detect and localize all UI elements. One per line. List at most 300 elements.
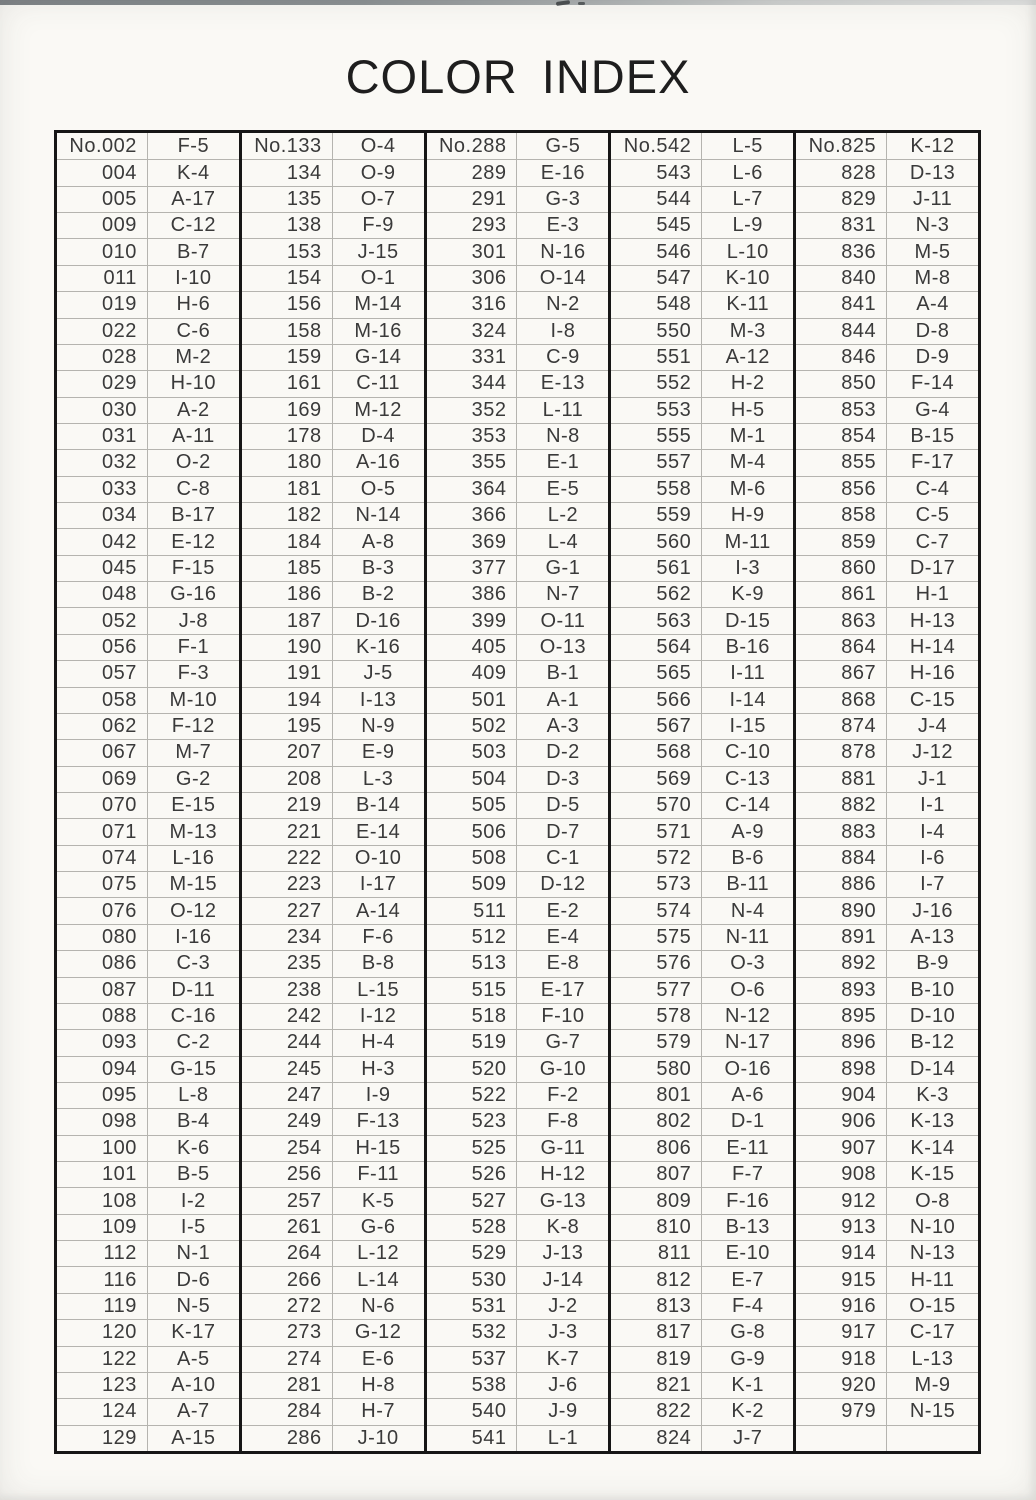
color-number-cell: 366: [427, 502, 518, 528]
color-code-cell: O-2: [148, 449, 239, 475]
color-code-cell: D-4: [333, 423, 424, 449]
color-code-cell: I-7: [887, 871, 978, 897]
color-number-cell: 895: [796, 1003, 887, 1029]
color-number-cell: 185: [242, 555, 333, 581]
color-number-cell: 898: [796, 1056, 887, 1082]
color-code-cell: K-4: [148, 159, 239, 185]
color-code-cell: D-9: [887, 344, 978, 370]
color-code-cell: L-7: [702, 186, 793, 212]
color-code-cell: J-5: [333, 660, 424, 686]
color-number-cell: 274: [242, 1346, 333, 1372]
color-number-cell: 541: [427, 1425, 518, 1451]
color-number-cell: 058: [57, 687, 148, 713]
color-code-cell: G-3: [517, 186, 608, 212]
color-number-cell: 557: [611, 449, 702, 475]
color-code-cell: D-15: [702, 607, 793, 633]
color-code-cell: N-5: [148, 1293, 239, 1319]
color-code-cell: E-7: [702, 1266, 793, 1292]
color-number-cell: 057: [57, 660, 148, 686]
color-code-cell: O-1: [333, 265, 424, 291]
color-number-cell: 568: [611, 739, 702, 765]
color-number-cell: 574: [611, 897, 702, 923]
color-code-cell: J-8: [148, 607, 239, 633]
color-number-cell: 571: [611, 818, 702, 844]
color-code-cell: F-16: [702, 1187, 793, 1213]
color-number-cell: 187: [242, 607, 333, 633]
color-number-cell: 254: [242, 1135, 333, 1161]
color-number-cell: 048: [57, 581, 148, 607]
color-number-cell: 331: [427, 344, 518, 370]
color-number-cell: 529: [427, 1240, 518, 1266]
color-number-cell: 028: [57, 344, 148, 370]
color-code-cell: F-8: [517, 1108, 608, 1134]
color-number-cell: 896: [796, 1029, 887, 1055]
color-code-cell: J-10: [333, 1425, 424, 1451]
color-number-cell: 566: [611, 687, 702, 713]
color-number-cell: 031: [57, 423, 148, 449]
color-number-cell: 161: [242, 370, 333, 396]
color-code-cell: J-2: [517, 1293, 608, 1319]
color-number-cell: 289: [427, 159, 518, 185]
color-code-cell: L-2: [517, 502, 608, 528]
color-number-cell: 525: [427, 1135, 518, 1161]
color-code-cell: G-14: [333, 344, 424, 370]
color-number-cell: 124: [57, 1398, 148, 1424]
color-code-cell: E-6: [333, 1346, 424, 1372]
color-number-cell: 235: [242, 950, 333, 976]
color-number-cell: 520: [427, 1056, 518, 1082]
color-number-cell: 154: [242, 265, 333, 291]
color-number-cell: 920: [796, 1372, 887, 1398]
color-code-cell: N-4: [702, 897, 793, 923]
color-code-cell: J-6: [517, 1372, 608, 1398]
color-code-cell: N-13: [887, 1240, 978, 1266]
color-number-cell: [796, 1425, 887, 1451]
color-number-cell: 158: [242, 318, 333, 344]
color-number-cell: 807: [611, 1161, 702, 1187]
color-code-cell: C-16: [148, 1003, 239, 1029]
color-code-cell: D-5: [517, 792, 608, 818]
color-code-cell: C-7: [887, 528, 978, 554]
color-number-cell: 515: [427, 977, 518, 1003]
color-number-cell: 009: [57, 212, 148, 238]
color-code-cell: G-6: [333, 1214, 424, 1240]
color-number-cell: 863: [796, 607, 887, 633]
color-code-cell: N-3: [887, 212, 978, 238]
color-number-cell: 223: [242, 871, 333, 897]
color-code-cell: L-16: [148, 845, 239, 871]
color-code-cell: H-15: [333, 1135, 424, 1161]
color-code-cell: I-9: [333, 1082, 424, 1108]
color-number-cell: 913: [796, 1214, 887, 1240]
color-number-cell: 022: [57, 318, 148, 344]
color-code-cell: K-7: [517, 1346, 608, 1372]
color-number-cell: 093: [57, 1029, 148, 1055]
color-code-cell: N-17: [702, 1029, 793, 1055]
color-code-cell: K-2: [702, 1398, 793, 1424]
color-code-cell: C-14: [702, 792, 793, 818]
color-number-cell: 257: [242, 1187, 333, 1213]
color-code-cell: H-7: [333, 1398, 424, 1424]
color-number-cell: 242: [242, 1003, 333, 1029]
color-code-cell: L-13: [887, 1346, 978, 1372]
color-number-cell: 579: [611, 1029, 702, 1055]
color-code-cell: M-16: [333, 318, 424, 344]
color-number-cell: 169: [242, 397, 333, 423]
color-code-cell: L-11: [517, 397, 608, 423]
color-number-cell: 540: [427, 1398, 518, 1424]
color-number-cell: 881: [796, 766, 887, 792]
color-code-cell: A-1: [517, 687, 608, 713]
table-group-2: [239, 133, 424, 1451]
color-code-cell: J-15: [333, 238, 424, 264]
color-number-cell: 095: [57, 1082, 148, 1108]
color-code-cell: L-9: [702, 212, 793, 238]
color-code-cell: C-5: [887, 502, 978, 528]
color-code-cell: I-4: [887, 818, 978, 844]
color-code-cell: G-8: [702, 1319, 793, 1345]
color-number-cell: 555: [611, 423, 702, 449]
color-number-cell: No.825: [796, 133, 887, 159]
color-code-cell: D-16: [333, 607, 424, 633]
color-code-cell: B-2: [333, 581, 424, 607]
color-number-cell: 853: [796, 397, 887, 423]
color-number-cell: 116: [57, 1266, 148, 1292]
color-code-cell: B-10: [887, 977, 978, 1003]
color-number-cell: 301: [427, 238, 518, 264]
color-number-cell: 559: [611, 502, 702, 528]
color-code-cell: J-1: [887, 766, 978, 792]
color-number-cell: 856: [796, 476, 887, 502]
color-number-cell: 219: [242, 792, 333, 818]
color-code-cell: B-12: [887, 1029, 978, 1055]
color-code-cell: L-10: [702, 238, 793, 264]
color-code-cell: L-12: [333, 1240, 424, 1266]
color-number-cell: 822: [611, 1398, 702, 1424]
color-number-cell: 576: [611, 950, 702, 976]
color-code-cell: E-14: [333, 818, 424, 844]
color-code-cell: H-12: [517, 1161, 608, 1187]
color-code-cell: D-13: [887, 159, 978, 185]
color-number-cell: 369: [427, 528, 518, 554]
table-group-4: [608, 133, 793, 1451]
color-number-cell: 071: [57, 818, 148, 844]
color-number-cell: 409: [427, 660, 518, 686]
color-code-cell: F-14: [887, 370, 978, 396]
color-code-cell: I-10: [148, 265, 239, 291]
color-number-cell: 811: [611, 1240, 702, 1266]
color-code-cell: E-1: [517, 449, 608, 475]
color-number-cell: 011: [57, 265, 148, 291]
color-number-cell: 194: [242, 687, 333, 713]
scan-artifact: [578, 2, 585, 5]
color-number-cell: 840: [796, 265, 887, 291]
color-code-cell: B-15: [887, 423, 978, 449]
color-number-cell: 578: [611, 1003, 702, 1029]
color-number-cell: 523: [427, 1108, 518, 1134]
color-code-cell: G-16: [148, 581, 239, 607]
color-code-cell: F-6: [333, 924, 424, 950]
color-number-cell: 558: [611, 476, 702, 502]
color-number-cell: 080: [57, 924, 148, 950]
color-number-cell: 181: [242, 476, 333, 502]
color-code-cell: K-12: [910, 134, 955, 157]
color-number-cell: 860: [796, 555, 887, 581]
color-number-cell: 882: [796, 792, 887, 818]
color-number-cell: 854: [796, 423, 887, 449]
color-code-cell: O-15: [887, 1293, 978, 1319]
color-number-cell: 256: [242, 1161, 333, 1187]
color-code-cell: O-13: [517, 634, 608, 660]
color-code-cell: L-4: [517, 528, 608, 554]
color-number-cell: 377: [427, 555, 518, 581]
color-code-cell: E-11: [702, 1135, 793, 1161]
color-number-cell: 501: [427, 687, 518, 713]
color-code-cell: C-6: [148, 318, 239, 344]
color-code-cell: N-8: [517, 423, 608, 449]
color-code-cell: A-17: [148, 186, 239, 212]
color-number-cell: No.288: [427, 133, 518, 159]
color-code-cell: I-5: [148, 1214, 239, 1240]
color-number-cell: 809: [611, 1187, 702, 1213]
color-code-cell: B-13: [702, 1214, 793, 1240]
color-number-cell: 552: [611, 370, 702, 396]
color-number-cell: 867: [796, 660, 887, 686]
color-number-cell: 156: [242, 291, 333, 317]
color-code-cell: I-2: [148, 1187, 239, 1213]
color-number-cell: 886: [796, 871, 887, 897]
color-code-cell: M-10: [148, 687, 239, 713]
color-number-cell: 892: [796, 950, 887, 976]
color-code-cell: A-16: [333, 449, 424, 475]
color-number-cell: 159: [242, 344, 333, 370]
color-code-cell: C-1: [517, 845, 608, 871]
color-number-cell: 291: [427, 186, 518, 212]
color-number-cell: 859: [796, 528, 887, 554]
color-code-cell: H-9: [702, 502, 793, 528]
color-number-cell: 906: [796, 1108, 887, 1134]
color-code-cell: G-11: [517, 1135, 608, 1161]
color-number-cell: 184: [242, 528, 333, 554]
color-number-cell: 855: [796, 449, 887, 475]
color-number-cell: 180: [242, 449, 333, 475]
color-number-cell: 570: [611, 792, 702, 818]
color-number-cell: 531: [427, 1293, 518, 1319]
color-number-cell: 306: [427, 265, 518, 291]
color-number-cell: 221: [242, 818, 333, 844]
color-code-cell: N-16: [517, 238, 608, 264]
color-number-cell: 033: [57, 476, 148, 502]
color-number-cell: 186: [242, 581, 333, 607]
color-code-cell: G-4: [887, 397, 978, 423]
color-number-cell: 874: [796, 713, 887, 739]
color-code-cell: K-17: [148, 1319, 239, 1345]
color-number-cell: 538: [427, 1372, 518, 1398]
color-number-cell: 509: [427, 871, 518, 897]
color-number-cell: 261: [242, 1214, 333, 1240]
color-number-cell: 812: [611, 1266, 702, 1292]
page-title: COLOR INDEX: [345, 50, 691, 103]
color-number-cell: 890: [796, 897, 887, 923]
color-code-cell: D-1: [702, 1108, 793, 1134]
color-code-cell: G-9: [702, 1346, 793, 1372]
color-code-cell: E-15: [148, 792, 239, 818]
color-code-cell: D-2: [517, 739, 608, 765]
color-code-cell: J-14: [517, 1266, 608, 1292]
color-code-cell: A-14: [333, 897, 424, 923]
color-number-cell: 247: [242, 1082, 333, 1108]
color-code-cell: J-3: [517, 1319, 608, 1345]
color-number-cell: 580: [611, 1056, 702, 1082]
color-number-cell: 819: [611, 1346, 702, 1372]
color-number-cell: 864: [796, 634, 887, 660]
color-code-cell: K-16: [333, 634, 424, 660]
color-code-cell: G-13: [517, 1187, 608, 1213]
color-code-cell: E-8: [517, 950, 608, 976]
color-number-cell: 094: [57, 1056, 148, 1082]
color-code-cell: I-11: [702, 660, 793, 686]
color-code-cell: B-3: [333, 555, 424, 581]
color-number-cell: 504: [427, 766, 518, 792]
color-code-cell: G-7: [517, 1029, 608, 1055]
color-code-cell: A-4: [887, 291, 978, 317]
color-number-cell: 891: [796, 924, 887, 950]
color-code-cell: K-13: [887, 1108, 978, 1134]
color-number-cell: 573: [611, 871, 702, 897]
color-code-cell: O-11: [517, 607, 608, 633]
color-number-cell: 238: [242, 977, 333, 1003]
color-number-cell: 245: [242, 1056, 333, 1082]
color-number-cell: 249: [242, 1108, 333, 1134]
color-code-cell: H-4: [333, 1029, 424, 1055]
color-code-cell: I-1: [887, 792, 978, 818]
color-code-cell: E-3: [517, 212, 608, 238]
color-code-cell: O-8: [887, 1187, 978, 1213]
color-number-cell: 979: [796, 1398, 887, 1424]
color-code-cell: I-12: [333, 1003, 424, 1029]
color-code-cell: J-7: [702, 1425, 793, 1451]
color-number-cell: 560: [611, 528, 702, 554]
color-code-cell: H-14: [887, 634, 978, 660]
color-number-cell: 844: [796, 318, 887, 344]
color-number-cell: 801: [611, 1082, 702, 1108]
color-code-cell: A-15: [148, 1425, 239, 1451]
color-number-cell: 824: [611, 1425, 702, 1451]
color-number-cell: 284: [242, 1398, 333, 1424]
color-code-cell: K-8: [517, 1214, 608, 1240]
color-code-cell: L-1: [517, 1425, 608, 1451]
color-number-cell: 861: [796, 581, 887, 607]
color-number-cell: 850: [796, 370, 887, 396]
color-code-cell: D-12: [517, 871, 608, 897]
color-number-cell: 344: [427, 370, 518, 396]
color-number-cell: 129: [57, 1425, 148, 1451]
color-code-cell: N-6: [333, 1293, 424, 1319]
color-number-cell: 227: [242, 897, 333, 923]
color-code-cell: N-1: [148, 1240, 239, 1266]
color-code-cell: A-10: [148, 1372, 239, 1398]
color-code-cell: L-15: [333, 977, 424, 1003]
color-number-cell: 508: [427, 845, 518, 871]
color-code-cell: L-14: [333, 1266, 424, 1292]
color-code-cell: C-12: [148, 212, 239, 238]
color-number-cell: 806: [611, 1135, 702, 1161]
color-code-cell: H-6: [148, 291, 239, 317]
color-number-cell: 813: [611, 1293, 702, 1319]
color-number-cell: 076: [57, 897, 148, 923]
color-code-cell: A-8: [333, 528, 424, 554]
color-code-cell: C-17: [887, 1319, 978, 1345]
color-code-cell: O-7: [333, 186, 424, 212]
color-number-cell: 032: [57, 449, 148, 475]
color-number-cell: 505: [427, 792, 518, 818]
color-code-cell: K-15: [887, 1161, 978, 1187]
color-code-cell: E-9: [333, 739, 424, 765]
color-number-cell: 353: [427, 423, 518, 449]
color-code-cell: K-14: [887, 1135, 978, 1161]
color-number-cell: 281: [242, 1372, 333, 1398]
scan-artifact: [556, 0, 570, 6]
color-code-cell: H-11: [887, 1266, 978, 1292]
color-code-cell: C-13: [702, 766, 793, 792]
color-code-cell: F-11: [333, 1161, 424, 1187]
color-number-cell: 551: [611, 344, 702, 370]
color-code-cell: N-2: [517, 291, 608, 317]
color-number-cell: 264: [242, 1240, 333, 1266]
color-code-cell: E-5: [517, 476, 608, 502]
color-code-cell: C-4: [887, 476, 978, 502]
color-code-cell: F-1: [148, 634, 239, 660]
color-code-cell: B-9: [887, 950, 978, 976]
table-group-3: [424, 133, 609, 1451]
color-code-cell: B-5: [148, 1161, 239, 1187]
color-code-cell: L-6: [702, 159, 793, 185]
color-number-cell: 565: [611, 660, 702, 686]
color-code-cell: O-14: [517, 265, 608, 291]
color-number-cell: 234: [242, 924, 333, 950]
color-number-cell: 503: [427, 739, 518, 765]
color-code-cell: B-14: [333, 792, 424, 818]
color-code-cell: G-2: [148, 766, 239, 792]
color-number-cell: 098: [57, 1108, 148, 1134]
color-code-cell: J-12: [887, 739, 978, 765]
color-number-cell: 075: [57, 871, 148, 897]
color-number-cell: 912: [796, 1187, 887, 1213]
color-code-cell: J-11: [887, 186, 978, 212]
color-code-cell: H-8: [333, 1372, 424, 1398]
color-number-cell: 109: [57, 1214, 148, 1240]
color-code-cell: O-16: [702, 1056, 793, 1082]
color-code-cell: N-10: [887, 1214, 978, 1240]
color-code-cell: A-3: [517, 713, 608, 739]
color-code-cell: M-5: [887, 238, 978, 264]
color-number-cell: 134: [242, 159, 333, 185]
color-number-cell: 405: [427, 634, 518, 660]
color-number-cell: 100: [57, 1135, 148, 1161]
color-code-cell: I-8: [517, 318, 608, 344]
color-number-cell: 506: [427, 818, 518, 844]
color-code-cell: B-4: [148, 1108, 239, 1134]
color-code-cell: O-3: [702, 950, 793, 976]
color-number-cell: 195: [242, 713, 333, 739]
table-group-5: [793, 133, 978, 1451]
color-code-cell: I-14: [702, 687, 793, 713]
color-number-cell: 316: [427, 291, 518, 317]
color-number-cell: 112: [57, 1240, 148, 1266]
color-code-cell: H-3: [333, 1056, 424, 1082]
color-code-cell: K-6: [148, 1135, 239, 1161]
color-number-cell: No.002: [57, 133, 148, 159]
